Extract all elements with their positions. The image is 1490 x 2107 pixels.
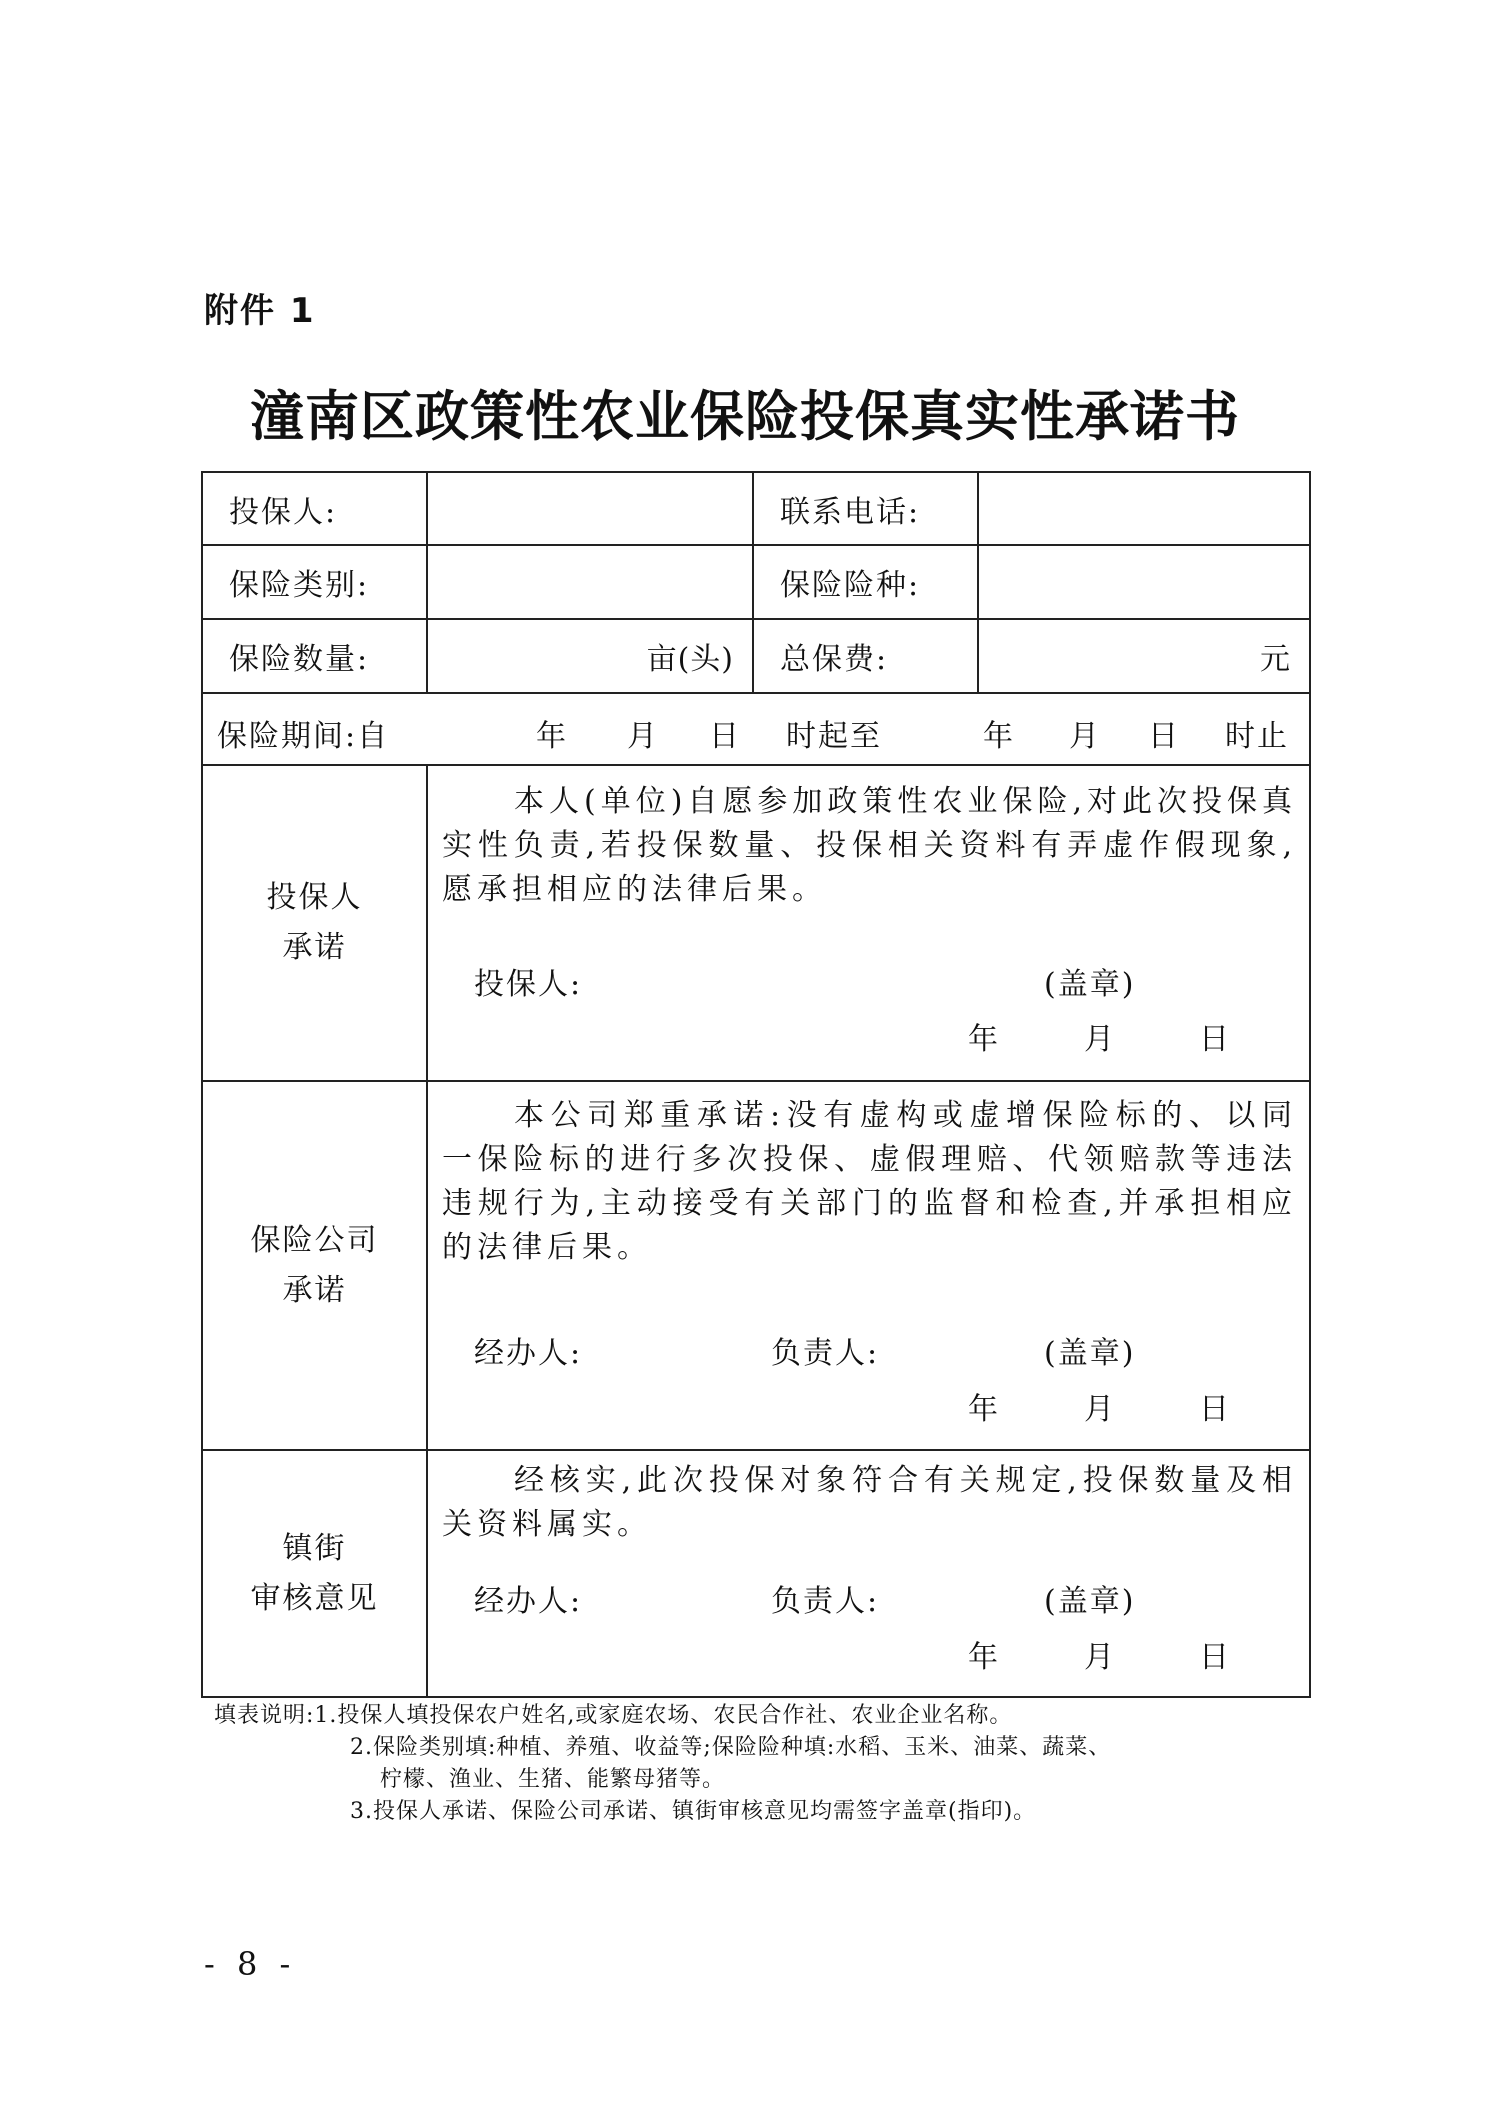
applicant-seal-label: (盖章) [1044, 967, 1136, 1002]
town-review-body[interactable] [427, 1450, 1310, 1697]
period-day-start: 日 [709, 719, 741, 754]
town-review-side-line2: 审核意见 [250, 1580, 379, 1616]
period-year-end: 年 [983, 719, 1015, 754]
period-month-end: 月 [1069, 719, 1101, 754]
attachment-label: 附件 1 [204, 291, 316, 331]
premium-label: 总保费: [753, 619, 978, 693]
instruction-line-2: 2.保险类别填:种植、养殖、收益等;保险险种填:水稻、玉米、油菜、蔬菜、 [350, 1735, 1112, 1760]
instruction-line-3: 柠檬、渔业、生猪、能繁母猪等。 [380, 1767, 726, 1792]
applicant-promise-side-line2: 承诺 [282, 930, 347, 965]
period-from: 时起至 [786, 719, 882, 754]
category-field[interactable] [427, 545, 753, 619]
town-date-year: 年 [968, 1640, 1000, 1675]
filling-instructions [214, 1700, 1111, 1828]
insurer-leader-label: 负责人: [771, 1336, 880, 1371]
category-label: 保险类别: [202, 545, 427, 619]
applicant-field[interactable] [427, 472, 753, 545]
town-date-month: 月 [1084, 1640, 1116, 1675]
period-year-start: 年 [536, 719, 568, 754]
insurer-date-month: 月 [1084, 1392, 1116, 1427]
page-number: - 8 - [204, 1945, 297, 1983]
applicant-date-year: 年 [968, 1022, 1000, 1057]
instruction-line-4: 3.投保人承诺、保险公司承诺、镇街审核意见均需签字盖章(指印)。 [350, 1799, 1037, 1824]
insurance-period-row[interactable] [202, 693, 1310, 765]
town-seal-label: (盖章) [1044, 1584, 1136, 1619]
town-leader-label: 负责人: [771, 1584, 880, 1619]
applicant-promise-body[interactable] [427, 765, 1310, 1081]
insurer-seal-label: (盖章) [1044, 1336, 1136, 1371]
period-label: 保险期间:自 [217, 719, 390, 754]
period-month-start: 月 [627, 719, 659, 754]
applicant-promise-side [202, 765, 427, 1081]
quantity-label: 保险数量: [202, 619, 427, 693]
applicant-label: 投保人: [202, 472, 427, 545]
quantity-field[interactable]: 亩(头) [427, 619, 753, 693]
insurer-promise-side [202, 1081, 427, 1450]
commitment-form-table [201, 471, 1311, 1698]
insurer-promise-side-line1: 保险公司 [250, 1222, 379, 1258]
insurer-date-day: 日 [1199, 1392, 1231, 1427]
premium-field[interactable]: 元 [978, 619, 1310, 693]
applicant-signer-label: 投保人: [474, 967, 583, 1002]
insurer-promise-text: 本公司郑重承诺:没有虚构或虚增保险标的、以同一保险标的进行多次投保、虚假理赔、代领赔款等违法违规行为,主动接受有关部门的监督和检查,并承担相应的法律后果。 [442, 1098, 1297, 1265]
applicant-promise-text: 本人(单位)自愿参加政策性农业保险,对此次投保真实性负责,若投保数量、投保相关资料有弄虚作假现象,愿承担相应的法律后果。 [442, 784, 1297, 907]
insurer-promise-body[interactable] [427, 1081, 1310, 1450]
applicant-promise-side-line1: 投保人 [266, 880, 363, 915]
insurer-date-year: 年 [968, 1392, 1000, 1427]
instruction-line-1: 填表说明:1.投保人填投保农户姓名,或家庭农场、农民合作社、农业企业名称。 [214, 1703, 1013, 1728]
insurer-handler-label: 经办人: [474, 1336, 583, 1371]
town-date-day: 日 [1199, 1640, 1231, 1675]
insurance-type-field[interactable] [978, 545, 1310, 619]
phone-field[interactable] [978, 472, 1310, 545]
applicant-date-day: 日 [1199, 1022, 1231, 1057]
town-review-side [202, 1450, 427, 1697]
town-review-text: 经核实,此次投保对象符合有关规定,投保数量及相关资料属实。 [442, 1463, 1297, 1542]
insurance-type-label: 保险险种: [753, 545, 978, 619]
town-handler-label: 经办人: [474, 1584, 583, 1619]
applicant-date-month: 月 [1084, 1022, 1116, 1057]
phone-label: 联系电话: [753, 472, 978, 545]
town-review-side-line1: 镇街 [282, 1530, 347, 1566]
insurer-promise-side-line2: 承诺 [282, 1272, 347, 1308]
period-day-end: 日 [1148, 719, 1180, 754]
period-until: 时止 [1225, 719, 1289, 754]
document-title: 潼南区政策性农业保险投保真实性承诺书 [250, 384, 1240, 448]
